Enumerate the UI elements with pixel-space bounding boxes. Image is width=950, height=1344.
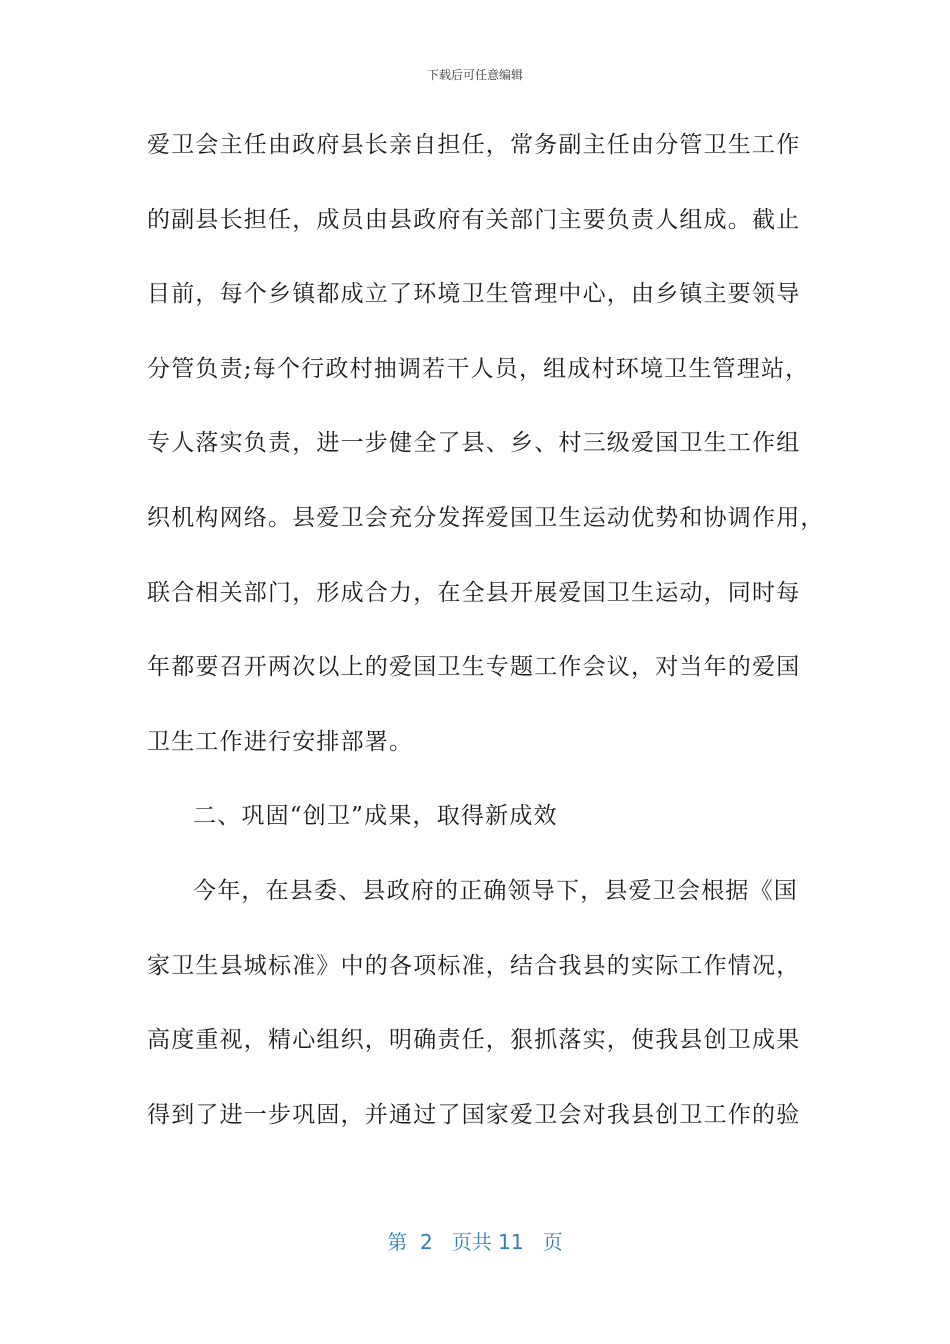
section-heading: 二、巩固“创卫”成果，取得新成效 <box>193 803 558 830</box>
text-line: 得到了进一步巩固，并通过了国家爱卫会对我县创卫工作的验 <box>147 1101 801 1128</box>
text-line: 分管负责;每个行政村抽调若干人员，组成村环境卫生管理站， <box>147 355 810 382</box>
current-page-number: 2 <box>420 1230 433 1254</box>
total-pages-number: 11 <box>498 1230 524 1254</box>
text-line: 目前，每个乡镇都成立了环境卫生管理中心，由乡镇主要领导 <box>147 281 801 308</box>
text-line: 高度重视，精心组织，明确责任，狠抓落实，使我县创卫成果 <box>147 1027 801 1054</box>
text-line: 爱卫会主任由政府县长亲自担任，常务副主任由分管卫生工作 <box>147 132 801 158</box>
text-line: 家卫生县城标准》中的各项标准，结合我县的实际工作情况， <box>147 952 801 979</box>
text-line: 今年，在县委、县政府的正确领导下，县爱卫会根据《国 <box>193 877 798 904</box>
text-line: 卫生工作进行安排部署。 <box>147 728 414 755</box>
text-line: 年都要召开两次以上的爱国卫生专题工作会议，对当年的爱国 <box>147 654 801 681</box>
footer-suffix: 页 <box>542 1230 563 1254</box>
footer-middle: 页共 <box>451 1230 492 1254</box>
document-body <box>147 122 825 1166</box>
text-line: 专人落实负责，进一步健全了县、乡、村三级爱国卫生工作组 <box>147 430 801 457</box>
page-header: 下载后可任意编辑 <box>426 68 523 82</box>
text-line: 的副县长担任，成员由县政府有关部门主要负责人组成。截止 <box>147 206 801 233</box>
footer-prefix: 第 <box>387 1230 408 1254</box>
text-line: 联合相关部门，形成合力，在全县开展爱国卫生运动，同时每 <box>147 579 801 606</box>
text-line: 织机构网络。县爱卫会充分发挥爱国卫生运动优势和协调作用， <box>147 504 825 531</box>
page-footer <box>0 1226 950 1255</box>
